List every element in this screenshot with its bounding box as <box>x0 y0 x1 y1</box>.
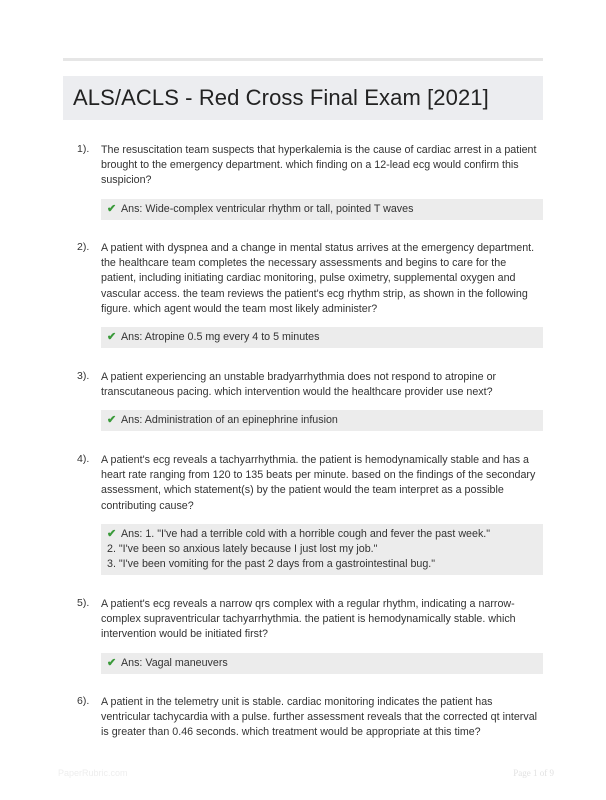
answer-text: Ans: Atropine 0.5 mg every 4 to 5 minutes <box>121 331 320 344</box>
answer-box <box>101 327 543 348</box>
question-text: A patient experiencing an unstable bradyarrhythmia does not respond to atropine or transcutaneous pacing. which intervention would the healthcare provider use next? <box>101 371 497 399</box>
footer-watermark: PaperRubric.com <box>58 768 128 778</box>
top-divider <box>63 58 543 61</box>
checkmark-icon: ✔ <box>107 414 117 427</box>
question-text: A patient in the telemetry unit is stable. cardiac monitoring indicates the patient has ventricular tachycardia with a pulse. further assessment reveals that the corrected qt interval is greater than 0.46 seconds. which treatment would be appropriate at this time? <box>101 696 538 739</box>
question-1 <box>63 143 543 220</box>
question-number: 4). <box>77 453 90 465</box>
answer-text: Ans: Wide-complex ventricular rhythm or tall, pointed T waves <box>121 202 414 215</box>
question-number: 3). <box>77 370 90 382</box>
question-2 <box>63 241 543 348</box>
question-number: 1). <box>77 143 90 155</box>
question-5 <box>63 597 543 674</box>
checkmark-icon: ✔ <box>107 331 117 344</box>
answer-text: 2. "I've been so anxious lately because I just lost my job." <box>107 542 378 555</box>
answer-box <box>101 524 543 575</box>
answer-box <box>101 410 543 431</box>
question-number: 6). <box>77 695 90 707</box>
page-number: Page 1 of 9 <box>513 768 554 778</box>
checkmark-icon: ✔ <box>107 656 117 669</box>
checkmark-icon: ✔ <box>107 527 117 540</box>
question-text: A patient's ecg reveals a tachyarrhythmia. the patient is hemodynamically stable and has a heart rate ranging from 120 to 135 beats per minute. based on the findings of the secondary assessment, which statement(s) by the patient would the team interpret as a possible contributing cause? <box>101 454 536 512</box>
question-number: 5). <box>77 597 90 609</box>
checkmark-icon: ✔ <box>107 202 117 215</box>
answer-text: Ans: Vagal maneuvers <box>121 656 228 669</box>
question-text: The resuscitation team suspects that hyperkalemia is the cause of cardiac arrest in a patient brought to the emergency department. which finding on a 12-lead ecg would confirm this suspicion? <box>101 144 537 187</box>
title-banner <box>63 76 543 120</box>
answer-text: 3. "I've been vomiting for the past 2 days from a gastrointestinal bug." <box>107 557 436 570</box>
question-text: A patient's ecg reveals a narrow qrs complex with a regular rhythm, indicating a narrow-complex supraventricular tachyarrhythmia. the patient is hemodynamically stable. which intervention would be initiated first? <box>101 598 516 641</box>
question-text: A patient with dyspnea and a change in mental status arrives at the emergency department. the healthcare team completes the necessary assessments and begins to care for the patient, including initiating cardiac monitoring, pulse oximetry, supplemental oxygen and vascular access. the team reviews the patient's ecg rhythm strip, as shown in the following figure. which agent would the team most likely administer? <box>101 242 535 315</box>
question-3 <box>63 370 543 431</box>
answer-text: Ans: Administration of an epinephrine infusion <box>121 414 338 427</box>
answer-box <box>101 199 543 220</box>
page-title: ALS/ACLS - Red Cross Final Exam [2021] <box>73 85 489 110</box>
question-6 <box>63 695 543 741</box>
question-number: 2). <box>77 241 90 253</box>
answer-text: Ans: 1. "I've had a terrible cold with a horrible cough and fever the past week." <box>121 527 491 540</box>
answer-box <box>101 653 543 674</box>
question-4 <box>63 453 543 575</box>
